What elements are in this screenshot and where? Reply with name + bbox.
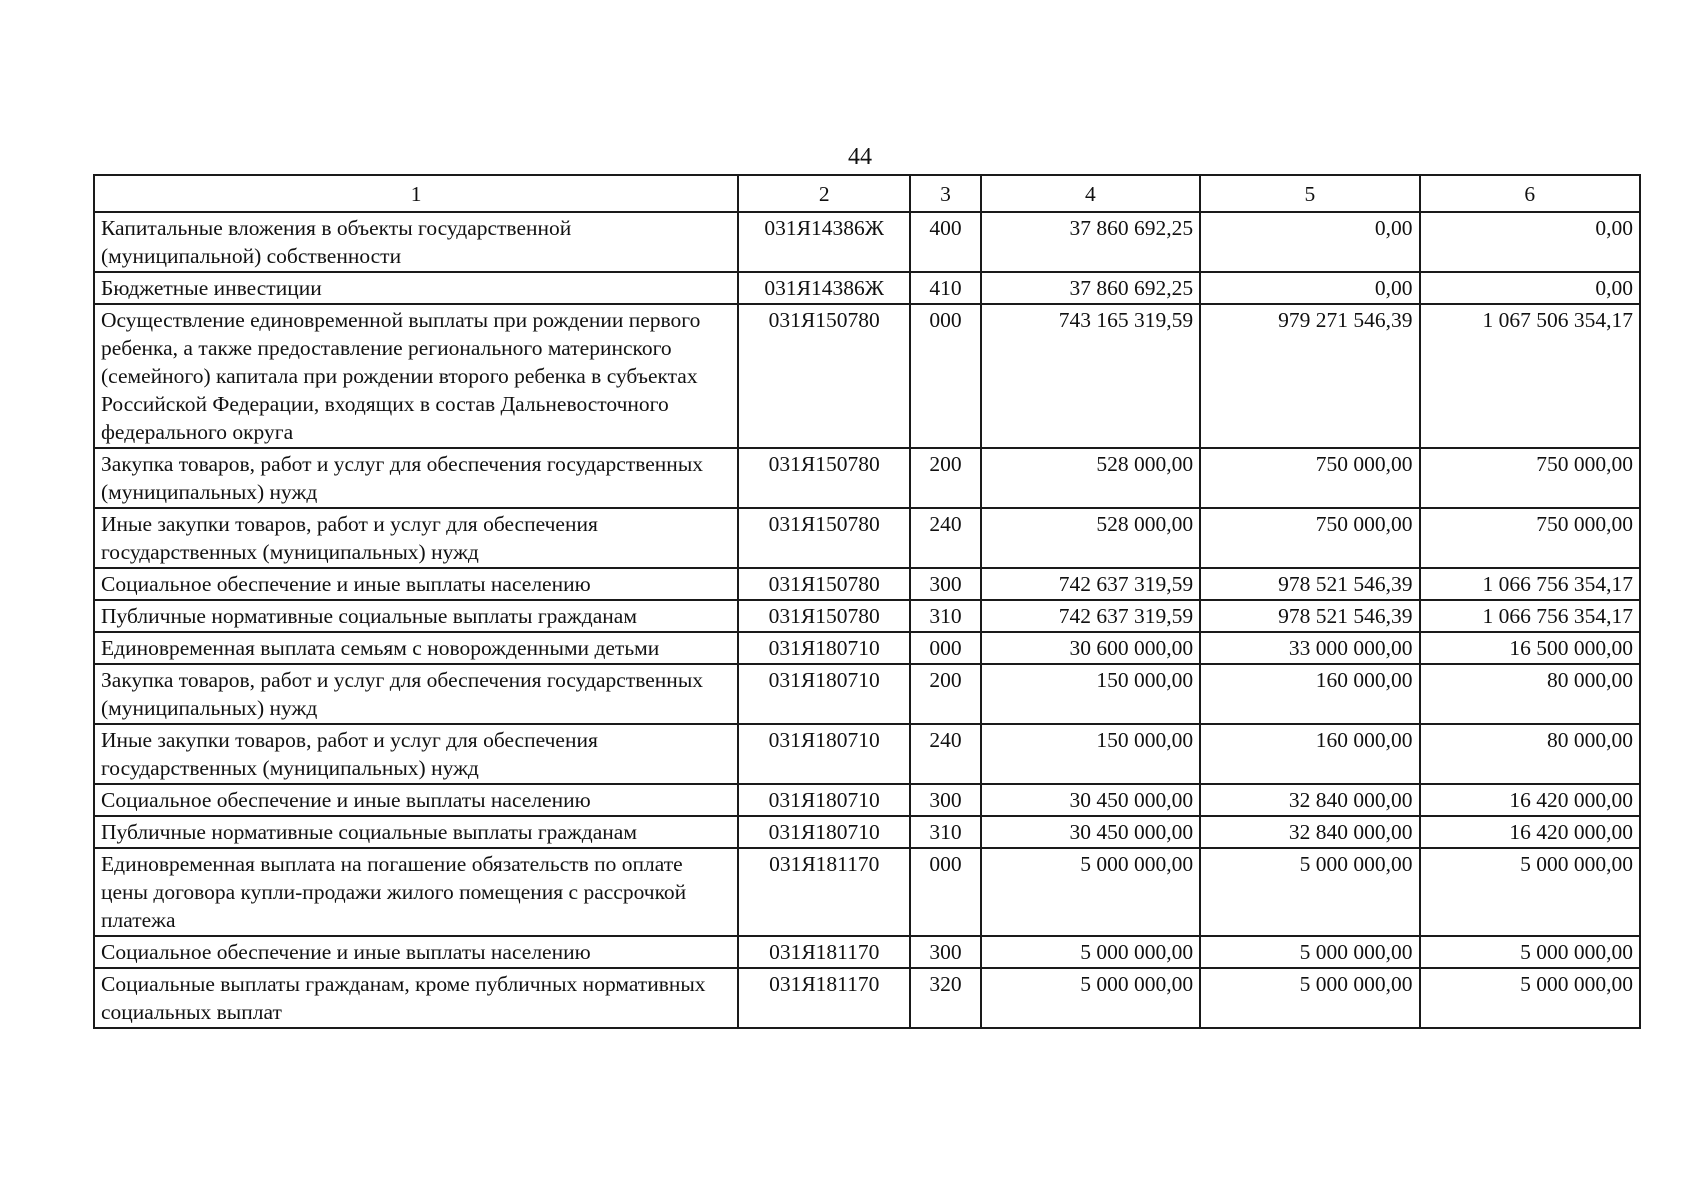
row-name-cell: Публичные нормативные социальные выплаты гражданам [94,600,738,632]
table-row [94,936,1640,968]
column-header-1: 1 [94,175,738,212]
table-row [94,848,1640,936]
table-row [94,448,1640,508]
table-row [94,968,1640,1028]
table-row [94,212,1640,272]
row-amount-col6-cell: 5 000 000,00 [1420,936,1640,968]
row-amount-col4-cell: 150 000,00 [981,664,1200,724]
table-row [94,632,1640,664]
table-row [94,272,1640,304]
row-name-cell: Осуществление единовременной выплаты при рождении первого ребенка, а также предоставление регионального материнского (семейного) капитала при рождении второго ребенка в субъектах Российской Федерации, входящих в состав Дальневосточного федерального округа [94,304,738,448]
row-amount-col5-cell: 160 000,00 [1200,664,1419,724]
row-amount-col5-cell: 33 000 000,00 [1200,632,1419,664]
row-amount-col6-cell: 80 000,00 [1420,664,1640,724]
row-type-cell: 200 [910,664,980,724]
row-amount-col4-cell: 743 165 319,59 [981,304,1200,448]
row-type-cell: 240 [910,508,980,568]
row-amount-col6-cell: 1 066 756 354,17 [1420,600,1640,632]
row-name-cell: Иные закупки товаров, работ и услуг для обеспечения государственных (муниципальных) нужд [94,508,738,568]
row-name-cell: Закупка товаров, работ и услуг для обеспечения государственных (муниципальных) нужд [94,664,738,724]
row-code-cell: 031Я180710 [738,784,910,816]
row-name-cell: Единовременная выплата на погашение обязательств по оплате цены договора купли-продажи жилого помещения с рассрочкой платежа [94,848,738,936]
column-header-5: 5 [1200,175,1419,212]
row-name-cell: Социальное обеспечение и иные выплаты населению [94,936,738,968]
row-code-cell: 031Я180710 [738,664,910,724]
row-amount-col4-cell: 37 860 692,25 [981,272,1200,304]
row-code-cell: 031Я181170 [738,936,910,968]
row-name-cell: Капитальные вложения в объекты государственной (муниципальной) собственности [94,212,738,272]
row-amount-col4-cell: 30 450 000,00 [981,784,1200,816]
row-type-cell: 310 [910,600,980,632]
page-number: 44 [848,144,872,170]
table-row [94,304,1640,448]
row-code-cell: 031Я181170 [738,968,910,1028]
row-amount-col6-cell: 80 000,00 [1420,724,1640,784]
row-name-cell: Иные закупки товаров, работ и услуг для обеспечения государственных (муниципальных) нужд [94,724,738,784]
row-amount-col5-cell: 5 000 000,00 [1200,968,1419,1028]
row-type-cell: 400 [910,212,980,272]
table-row [94,664,1640,724]
row-type-cell: 300 [910,936,980,968]
row-type-cell: 000 [910,632,980,664]
row-name-cell: Социальное обеспечение и иные выплаты населению [94,784,738,816]
row-name-cell: Бюджетные инвестиции [94,272,738,304]
row-amount-col6-cell: 5 000 000,00 [1420,968,1640,1028]
table-row [94,724,1640,784]
row-name-cell: Публичные нормативные социальные выплаты гражданам [94,816,738,848]
row-amount-col6-cell: 0,00 [1420,272,1640,304]
row-code-cell: 031Я180710 [738,724,910,784]
row-type-cell: 410 [910,272,980,304]
row-amount-col6-cell: 16 500 000,00 [1420,632,1640,664]
row-amount-col5-cell: 5 000 000,00 [1200,936,1419,968]
table-row [94,816,1640,848]
table-row [94,508,1640,568]
table-row [94,568,1640,600]
row-amount-col5-cell: 0,00 [1200,212,1419,272]
column-header-4: 4 [981,175,1200,212]
row-amount-col4-cell: 37 860 692,25 [981,212,1200,272]
row-amount-col6-cell: 1 067 506 354,17 [1420,304,1640,448]
row-name-cell: Закупка товаров, работ и услуг для обеспечения государственных (муниципальных) нужд [94,448,738,508]
row-type-cell: 240 [910,724,980,784]
row-code-cell: 031Я150780 [738,304,910,448]
row-amount-col6-cell: 750 000,00 [1420,508,1640,568]
row-amount-col4-cell: 150 000,00 [981,724,1200,784]
row-code-cell: 031Я150780 [738,568,910,600]
row-amount-col6-cell: 0,00 [1420,212,1640,272]
row-amount-col6-cell: 16 420 000,00 [1420,816,1640,848]
row-amount-col4-cell: 742 637 319,59 [981,600,1200,632]
row-amount-col4-cell: 5 000 000,00 [981,968,1200,1028]
column-header-3: 3 [910,175,980,212]
table-header-row [94,175,1640,212]
row-amount-col4-cell: 5 000 000,00 [981,848,1200,936]
row-type-cell: 300 [910,784,980,816]
column-header-6: 6 [1420,175,1640,212]
row-amount-col6-cell: 5 000 000,00 [1420,848,1640,936]
row-amount-col6-cell: 16 420 000,00 [1420,784,1640,816]
row-amount-col6-cell: 1 066 756 354,17 [1420,568,1640,600]
budget-table [93,174,1641,1029]
row-amount-col5-cell: 750 000,00 [1200,448,1419,508]
row-amount-col5-cell: 32 840 000,00 [1200,784,1419,816]
table-row [94,784,1640,816]
row-type-cell: 300 [910,568,980,600]
row-name-cell: Социальные выплаты гражданам, кроме публичных нормативных социальных выплат [94,968,738,1028]
row-amount-col5-cell: 160 000,00 [1200,724,1419,784]
row-amount-col5-cell: 978 521 546,39 [1200,568,1419,600]
row-type-cell: 000 [910,304,980,448]
row-amount-col4-cell: 528 000,00 [981,448,1200,508]
row-code-cell: 031Я180710 [738,816,910,848]
row-code-cell: 031Я180710 [738,632,910,664]
row-amount-col4-cell: 742 637 319,59 [981,568,1200,600]
row-amount-col5-cell: 32 840 000,00 [1200,816,1419,848]
row-code-cell: 031Я14386Ж [738,272,910,304]
column-header-2: 2 [738,175,910,212]
row-code-cell: 031Я14386Ж [738,212,910,272]
row-amount-col5-cell: 979 271 546,39 [1200,304,1419,448]
row-amount-col5-cell: 0,00 [1200,272,1419,304]
row-code-cell: 031Я150780 [738,448,910,508]
row-amount-col4-cell: 30 600 000,00 [981,632,1200,664]
row-type-cell: 200 [910,448,980,508]
row-type-cell: 000 [910,848,980,936]
row-amount-col5-cell: 750 000,00 [1200,508,1419,568]
row-amount-col6-cell: 750 000,00 [1420,448,1640,508]
row-amount-col4-cell: 5 000 000,00 [981,936,1200,968]
row-amount-col5-cell: 978 521 546,39 [1200,600,1419,632]
row-code-cell: 031Я150780 [738,600,910,632]
row-type-cell: 320 [910,968,980,1028]
row-amount-col4-cell: 30 450 000,00 [981,816,1200,848]
row-amount-col5-cell: 5 000 000,00 [1200,848,1419,936]
row-name-cell: Социальное обеспечение и иные выплаты населению [94,568,738,600]
table-row [94,600,1640,632]
row-amount-col4-cell: 528 000,00 [981,508,1200,568]
row-code-cell: 031Я181170 [738,848,910,936]
row-type-cell: 310 [910,816,980,848]
row-code-cell: 031Я150780 [738,508,910,568]
table-body [94,212,1640,1028]
row-name-cell: Единовременная выплата семьям с новорожденными детьми [94,632,738,664]
